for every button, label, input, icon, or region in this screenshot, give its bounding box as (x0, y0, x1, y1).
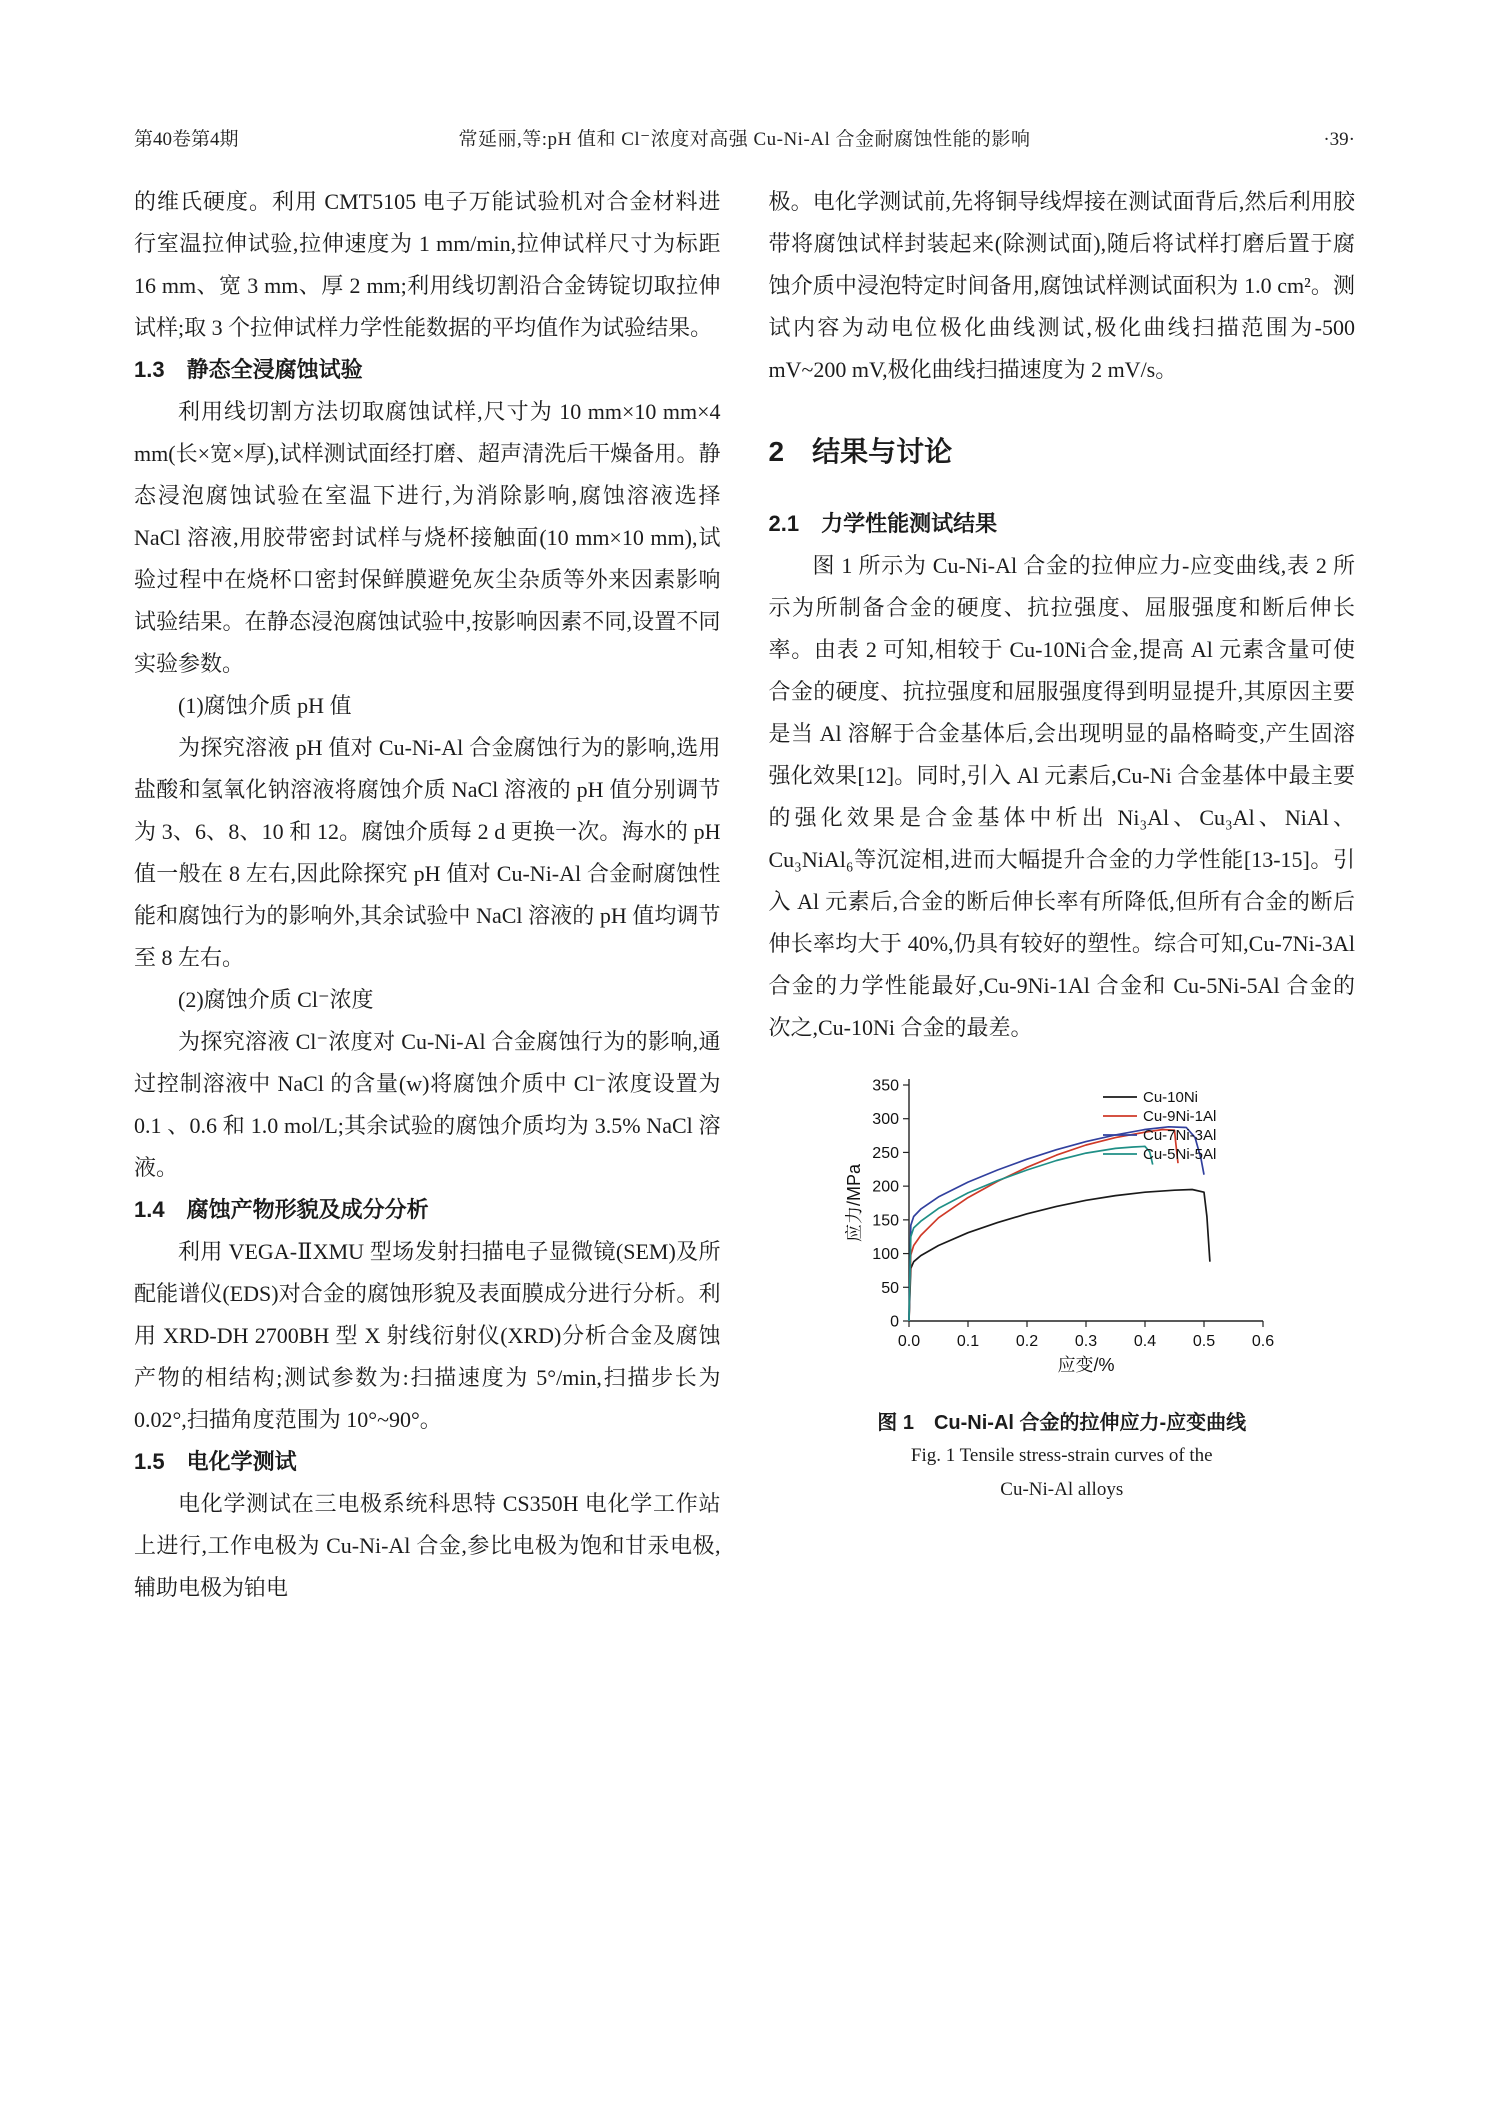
x-tick-label: 0.6 (1251, 1333, 1274, 1350)
x-tick-label: 0.3 (1074, 1333, 1097, 1350)
paragraph-immersion-test: 利用线切割方法切取腐蚀试样,尺寸为 10 mm×10 mm×4 mm(长×宽×厚),试样测试面经打磨、超声清洗后干燥备用。静态浸泡腐蚀试验在室温下进行,为消除影响,腐蚀溶液选择 NaCl 溶液,用胶带密封试样与烧杯接触面(10 mm×10 mm),试验过程中在烧杯口密封保鲜膜避免灰尘杂质等外来因素影响试验结果。在静态浸泡腐蚀试验中,按影响因素不同,设置不同实验参数。 (134, 399, 721, 676)
paragraph-electrochemical: 电化学测试在三电极系统科思特 CS350H 电化学工作站上进行,工作电极为 Cu-Ni-Al 合金,参比电极为饱和甘汞电极,辅助电极为铂电 (134, 1491, 721, 1600)
chart-legend (1103, 1089, 1216, 1163)
legend-label: Cu-7Ni-3Al (1142, 1127, 1217, 1144)
paragraph-cl: 为探究溶液 Cl⁻浓度对 Cu-Ni-Al 合金腐蚀行为的影响,通过控制溶液中 NaCl 的含量(w)将腐蚀介质中 Cl⁻浓度设置为 0.1 、0.6 和 1.0 mol/L;其余试验的腐蚀介质均为 3.5% NaCl 溶液。 (134, 1029, 721, 1180)
y-tick-label: 250 (872, 1144, 899, 1162)
item-1-ph: (1)腐蚀介质 pH 值 (178, 693, 352, 718)
stress-strain-chart (845, 1069, 1279, 1379)
paragraph-tensile-test: 的维氏硬度。利用 CMT5105 电子万能试验机对合金材料进行室温拉伸试验,拉伸速度为 1 mm/min,拉伸试样尺寸为标距 16 mm、宽 3 mm、厚 2 mm;利用线切割沿合金铸锭切取拉伸试样;取 3 个拉伸试样力学性能数据的平均值作为试验结果。 (134, 189, 721, 340)
y-tick-label: 300 (872, 1111, 899, 1129)
right-column (769, 181, 1356, 1609)
heading-1-4: 1.4 腐蚀产物形貌及成分分析 (134, 1197, 429, 1222)
figure-1-caption-en-1: Fig. 1 Tensile stress-strain curves of the (910, 1445, 1213, 1466)
legend-label: Cu-9Ni-1Al (1142, 1108, 1217, 1125)
x-tick-label: 0.1 (956, 1333, 979, 1350)
heading-1-3: 1.3 静态全浸腐蚀试验 (134, 357, 363, 382)
heading-2-1: 2.1 力学性能测试结果 (768, 511, 998, 536)
paragraph-ph: 为探究溶液 pH 值对 Cu-Ni-Al 合金腐蚀行为的影响,选用盐酸和氢氧化钠溶液将腐蚀介质 NaCl 溶液的 pH 值分别调节为 3、6、8、10 和 12。腐蚀介质每 2 d 更换一次。海水的 pH 值一般在 8 左右,因此除探究 pH 值对 Cu-Ni-Al 合金耐腐蚀性能和腐蚀行为的影响外,其余试验中 NaCl 溶液的 pH 值均调节至 8 左右。 (134, 735, 721, 970)
series-line-Cu-5Ni-5Al (909, 1146, 1153, 1321)
y-tick-label: 200 (872, 1178, 899, 1196)
x-tick-label: 0.0 (897, 1333, 920, 1350)
paragraph-sem-xrd: 利用 VEGA-ⅡXMU 型场发射扫描电子显微镜(SEM)及所配能谱仪(EDS)对合金的腐蚀形貌及表面膜成分进行分析。利用 XRD-DH 2700BH 型 X 射线衍射仪(XRD)分析合金及腐蚀产物的相结构;测试参数为:扫描速度为 5°/min,扫描步长为 0.02°,扫描角度范围为 10°~90°。 (134, 1239, 721, 1432)
section-2-title: 2 结果与讨论 (768, 436, 953, 467)
page-number: ·39· (1323, 129, 1355, 150)
two-column-body (134, 181, 1355, 1609)
y-tick-label: 150 (872, 1212, 899, 1230)
item-2-cl: (2)腐蚀介质 Cl⁻浓度 (178, 987, 374, 1012)
heading-1-5: 1.5 电化学测试 (134, 1449, 297, 1474)
left-column (134, 181, 721, 1609)
x-tick-label: 0.4 (1133, 1333, 1156, 1350)
y-tick-label: 350 (872, 1077, 899, 1095)
legend-label: Cu-10Ni (1142, 1089, 1198, 1106)
figure-1-caption-en-2: Cu-Ni-Al alloys (1000, 1479, 1124, 1500)
figure-1-caption-cn: 图 1 Cu-Ni-Al 合金的拉伸应力-应变曲线 (877, 1412, 1247, 1434)
paragraph-mechanical-results: 图 1 所示为 Cu-Ni-Al 合金的拉伸应力-应变曲线,表 2 所示为所制备合金的硬度、抗拉强度、屈服强度和断后伸长率。由表 2 可知,相较于 Cu-10Ni合金,提高 Al 元素含量可使合金的硬度、抗拉强度和屈服强度得到明显提升,其原因主要是当 Al 溶解于合金基体后,会出现明显的晶格畸变,产生固溶强化效果[12]。同时,引入 Al 元素后,Cu-Ni 合金基体中最主要的强化效果是合金基体中析出 Ni₃Al、Cu₃Al、NiAl、Cu₃NiAl₆等沉淀相,进而大幅提升合金的力学性能[13-15]。引入 Al 元素后,合金的断后伸长率有所降低,但所有合金的断后伸长率均大于 40%,仍具有较好的塑性。综合可知,Cu-7Ni-3Al 合金的力学性能最好,Cu-9Ni-1Al 合金和 Cu-5Ni-5Al 合金的次之,Cu-10Ni 合金的最差。 (768, 553, 1355, 1040)
y-tick-label: 0 (889, 1313, 899, 1331)
series-line-Cu-9Ni-1Al (909, 1130, 1178, 1322)
y-tick-label: 100 (872, 1246, 899, 1264)
x-axis-title: 应变/% (1057, 1355, 1115, 1375)
x-tick-label: 0.5 (1192, 1333, 1215, 1350)
running-title: 常延丽,等:pH 值和 Cl⁻浓度对高强 Cu-Ni-Al 合金耐腐蚀性能的影响 (458, 129, 1031, 150)
legend-label: Cu-5Ni-5Al (1142, 1146, 1217, 1163)
series-line-Cu-10Ni (909, 1190, 1210, 1322)
journal-issue: 第40卷第4期 (134, 129, 239, 150)
x-tick-label: 0.2 (1015, 1333, 1038, 1350)
paragraph-electrochemical-cont: 极。电化学测试前,先将铜导线焊接在测试面背后,然后利用胶带将腐蚀试样封装起来(除测试面),随后将试样打磨后置于腐蚀介质中浸泡特定时间备用,腐蚀试样测试面积为 1.0 cm²。测试内容为动电位极化曲线测试,极化曲线扫描范围为-500 mV~200 mV,极化曲线扫描速度为 2 mV/s。 (768, 189, 1355, 382)
y-axis-title: 应力/MPa (844, 1163, 864, 1243)
page-header (134, 124, 1355, 151)
figure-1 (845, 1069, 1279, 1393)
y-tick-label: 50 (880, 1279, 899, 1297)
